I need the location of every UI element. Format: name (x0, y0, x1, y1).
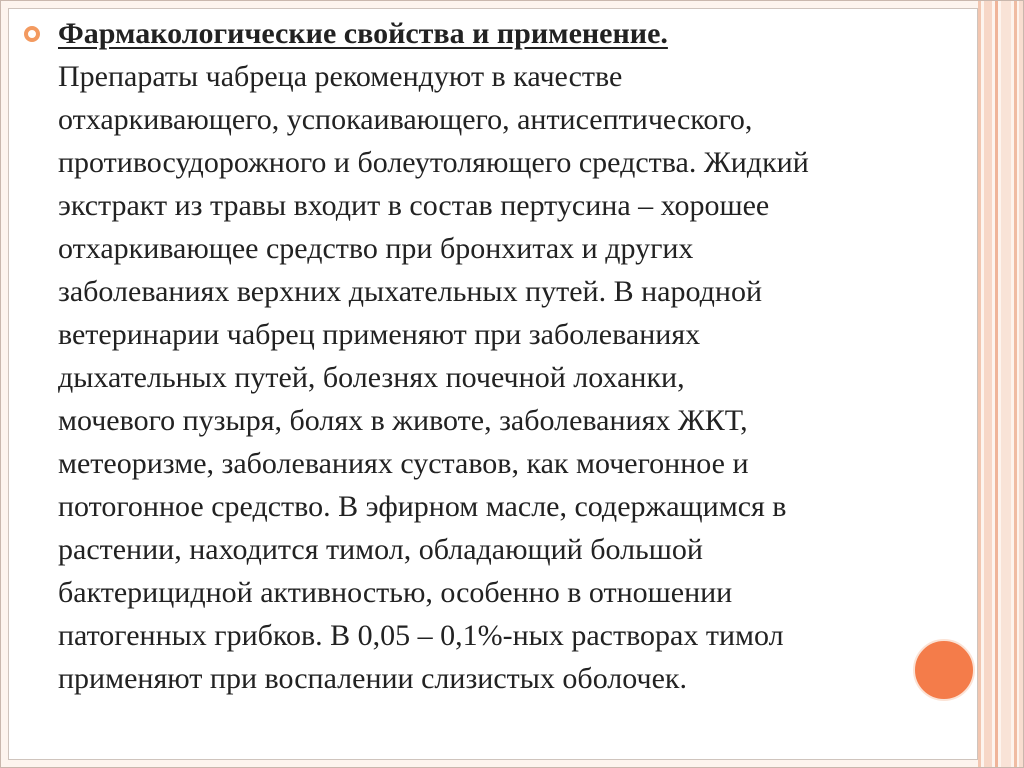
body-line: мочевого пузыря, болях в животе, заболеваниях ЖКТ, (58, 404, 748, 437)
body-line: ветеринарии чабрец применяют при заболеваниях (58, 318, 701, 351)
body-line: отхаркивающее средство при бронхитах и других (58, 232, 694, 265)
body-line: заболеваниях верхних дыхательных путей. В народной (58, 275, 763, 308)
slide-body (58, 12, 988, 700)
body-line: потогонное средство. В эфирном масле, содержащимся в (58, 490, 787, 523)
body-line: бактерицидной активностью, особенно в отношении (58, 576, 733, 609)
stripe (1014, 0, 1017, 768)
body-line: растении, находится тимол, обладающий большой (58, 533, 703, 566)
bullet-circle-icon (24, 26, 40, 42)
body-line: экстракт из травы входит в состав пертусина – хорошее (58, 189, 770, 222)
slide-heading: Фармакологические свойства и применение. (58, 17, 668, 50)
body-line: метеоризме, заболеваниях суставов, как мочегонное и (58, 447, 749, 480)
body-line: патогенных грибков. В 0,05 – 0,1%-ных растворах тимол (58, 619, 784, 652)
body-line: противосудорожного и болеутоляющего средства. Жидкий (58, 146, 809, 179)
body-line: дыхательных путей, болезнях почечной лоханки, (58, 361, 685, 394)
stripe (1019, 0, 1024, 768)
body-line: применяют при воспалении слизистых оболочек. (58, 662, 687, 695)
stripe (995, 0, 998, 768)
body-line: отхаркивающего, успокаивающего, антисептического, (58, 103, 753, 136)
decorative-circle-icon (913, 639, 975, 701)
stripe (1001, 0, 1011, 768)
body-line: Препараты чабреца рекомендуют в качестве (58, 60, 623, 93)
